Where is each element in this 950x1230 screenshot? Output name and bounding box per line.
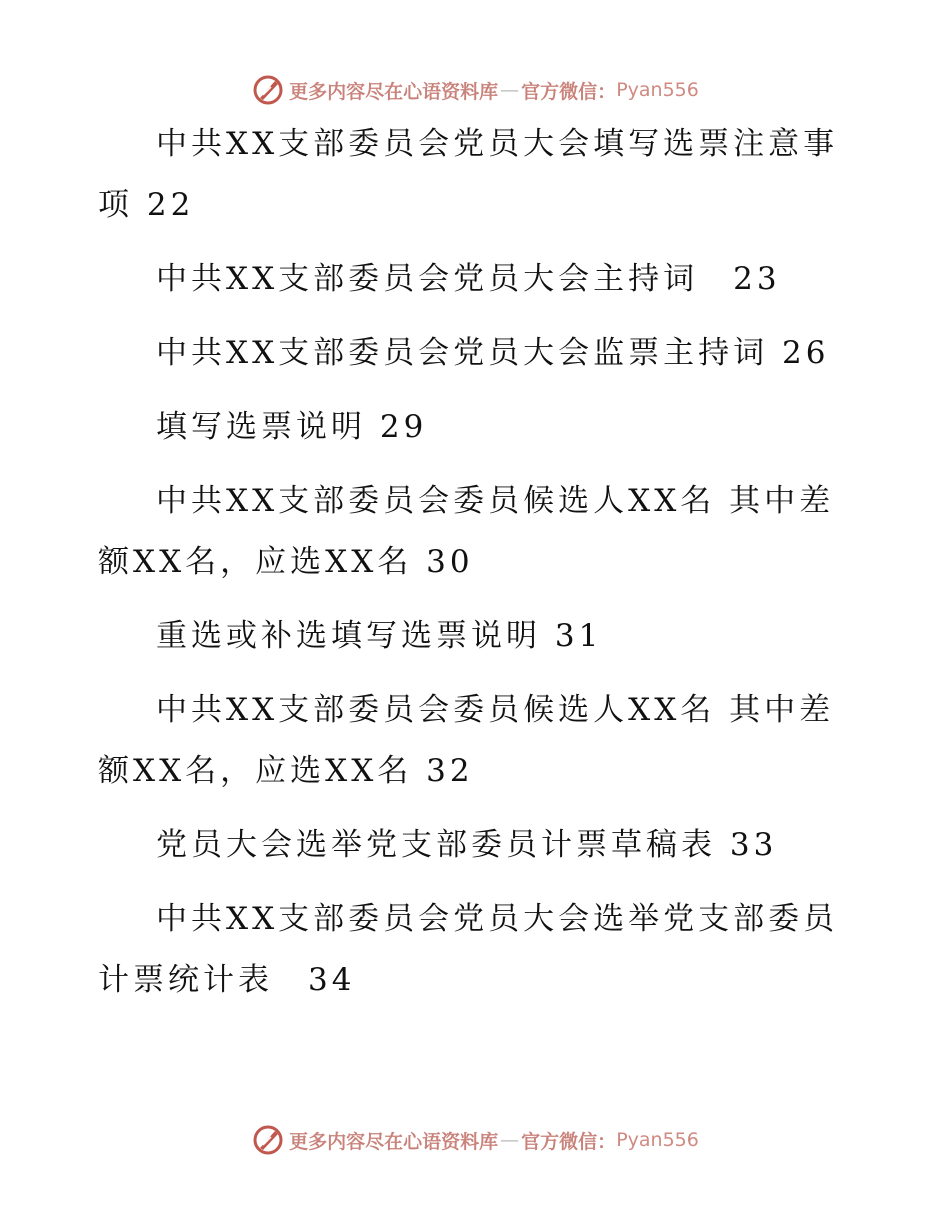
toc-entry: 党员大会选举党支部委员计票草稿表 33 — [156, 827, 778, 863]
quill-circle-logo-icon — [251, 1123, 285, 1157]
toc-entry: 中共XX支部委员会委员候选人XX名 其中差额XX名，应选XX名 32 — [98, 692, 835, 789]
toc-entry: 中共XX支部委员会党员大会填写选票注意事项 22 — [98, 126, 839, 223]
toc-entry: 填写选票说明 29 — [156, 409, 428, 445]
watermark-id: Pyan556 — [616, 1129, 699, 1151]
quill-circle-logo-icon — [251, 73, 285, 107]
footer-watermark — [0, 1122, 950, 1158]
watermark-label: 官方微信： — [521, 1130, 617, 1153]
watermark-id: Pyan556 — [616, 79, 699, 101]
toc-entry: 中共XX支部委员会党员大会监票主持词 26 — [156, 335, 830, 371]
toc-entry: 中共XX支部委员会党员大会选举党支部委员计票统计表 34 — [98, 901, 839, 998]
watermark-separator: — — [500, 1129, 520, 1151]
toc-entry: 中共XX支部委员会委员候选人XX名 其中差额XX名，应选XX名 30 — [98, 483, 835, 580]
toc-entry: 重选或补选填写选票说明 31 — [156, 618, 603, 654]
watermark-text: 更多内容尽在心语资料库 — [289, 1130, 499, 1153]
watermark-label: 官方微信： — [521, 80, 617, 103]
header-watermark — [0, 72, 950, 108]
toc-list — [98, 114, 858, 1024]
toc-entry: 中共XX支部委员会党员大会主持词 23 — [156, 261, 781, 297]
watermark-text: 更多内容尽在心语资料库 — [289, 80, 499, 103]
watermark-separator: — — [500, 79, 520, 101]
